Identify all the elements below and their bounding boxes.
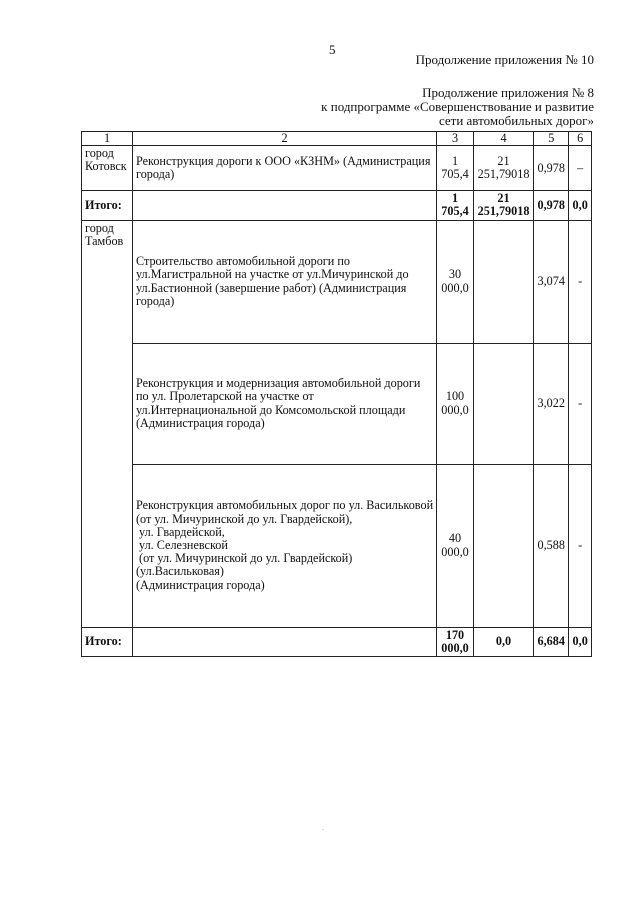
stray-mark: . [322, 823, 324, 832]
column-number: 3 [437, 132, 474, 146]
value-cell: 100 000,0 [437, 343, 474, 464]
description-cell [133, 627, 437, 656]
column-number: 2 [133, 132, 437, 146]
description-cell: Реконструкция дороги к ООО «КЗНМ» (Администрация города) [133, 146, 437, 191]
description-cell [133, 191, 437, 220]
header-line-2: к подпрограмме «Совершенствование и развитие [321, 99, 594, 114]
header-line-1: Продолжение приложения № 8 [422, 85, 594, 100]
table-row [82, 146, 592, 191]
description-cell: Реконструкция и модернизация автомобильной дороги по ул. Пролетарской на участке от ул.Интернациональной до Комсомольской площади (Администрация города) [133, 343, 437, 464]
total-row [82, 627, 592, 656]
value-cell [473, 220, 533, 343]
total-value: 0,0 [569, 627, 592, 656]
total-value: 0,0 [473, 627, 533, 656]
total-value: 0,978 [534, 191, 569, 220]
total-value: 170 000,0 [437, 627, 474, 656]
total-label: Итого: [82, 627, 133, 656]
value-cell: 1 705,4 [437, 146, 474, 191]
funding-table [81, 131, 592, 657]
total-value: 21 251,79018 [473, 191, 533, 220]
value-cell: - [569, 343, 592, 464]
value-cell: 0,588 [534, 464, 569, 627]
value-cell: - [569, 220, 592, 343]
value-cell: – [569, 146, 592, 191]
page-number: 5 [329, 42, 336, 57]
total-value: 0,0 [569, 191, 592, 220]
column-number: 6 [569, 132, 592, 146]
city-cell: город Тамбов [82, 220, 133, 627]
total-row [82, 191, 592, 220]
column-number-row [82, 132, 592, 146]
appendix-header [321, 86, 594, 128]
column-number: 4 [473, 132, 533, 146]
table-row [82, 464, 592, 627]
table-row [82, 220, 592, 343]
value-cell: 0,978 [534, 146, 569, 191]
value-cell: 21 251,79018 [473, 146, 533, 191]
value-cell [473, 343, 533, 464]
value-cell: 40 000,0 [437, 464, 474, 627]
total-value: 1 705,4 [437, 191, 474, 220]
value-cell: - [569, 464, 592, 627]
value-cell: 3,074 [534, 220, 569, 343]
value-cell: 30 000,0 [437, 220, 474, 343]
value-cell [473, 464, 533, 627]
description-cell: Реконструкция автомобильных дорог по ул. Васильковой (от ул. Мичуринской до ул. Гвардейской), ул. Гвардейской, ул. Селезневской (от ул. Мичуринской до ул. Гвардейской) (ул.Васильковая) (Администрация города) [133, 464, 437, 627]
value-cell: 3,022 [534, 343, 569, 464]
header-line-3: сети автомобильных дорог» [438, 113, 594, 128]
table-row [82, 343, 592, 464]
total-label: Итого: [82, 191, 133, 220]
city-cell: город Котовск [82, 146, 133, 191]
column-number: 5 [534, 132, 569, 146]
continuation-heading-10: Продолжение приложения № 10 [415, 52, 594, 67]
total-value: 6,684 [534, 627, 569, 656]
column-number: 1 [82, 132, 133, 146]
description-cell: Строительство автомобильной дороги по ул.Магистральной на участке от ул.Мичуринской до ул.Бастионной (завершение работ) (Администрация города) [133, 220, 437, 343]
